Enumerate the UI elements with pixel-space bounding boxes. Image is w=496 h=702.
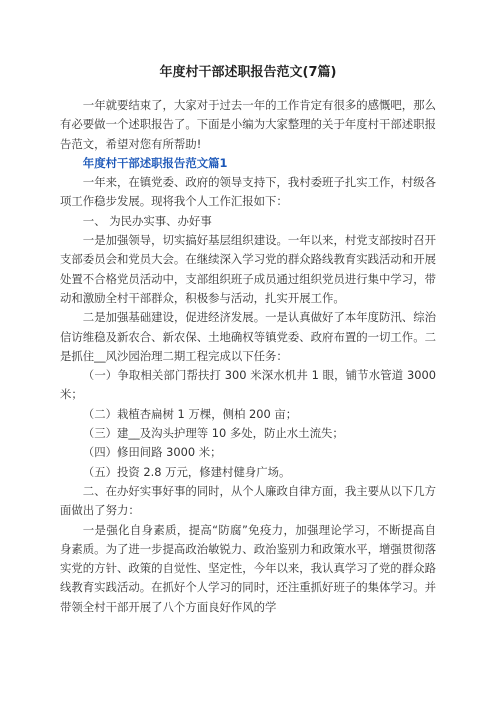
body-paragraph: 二是加强基础建设，促进经济发展。一是认真做好了本年度防汛、综治信访维稳及新农合、新农保、土地确权等镇党委、政府布置的一切工作。二是抓住__风沙园治理二期工程完成以下任务： [60,310,436,363]
body-paragraph: 一是加强领导，切实搞好基层组织建设。一年以来，村党支部按时召开支部委员会和党员大会。在继续深入学习党的群众路线教育实践活动和开展处置不合格党员活动中，支部组织班子成员通过组织党员进行集中学习，带动和激励全村干部群众，积极参与活动，扎实开展工作。 [60,233,436,305]
body-paragraph: 一是强化自身素质，提高“防腐”免疫力，加强理论学习，不断提高自身素质。为了进一步提高政治敏锐力、政治鉴别力和政策水平，增强贯彻落实党的方针、政策的自觉性、坚定性，今年以来，我认真学习了党的群众路线教育实践活动。在抓好个人学习的同时，还注重抓好班子的集体学习。并带领全村干部开展了八个方面良好作风的学 [60,522,436,614]
section-heading: 年度村干部述职报告范文篇1 [82,155,228,170]
intro-paragraph: 一年就要结束了，大家对于过去一年的工作肯定有很多的感慨吧，那么有必要做一个述职报告了。下面是小编为大家整理的关于年度村干部述职报告范文，希望对您有所帮助! [60,98,436,151]
body-paragraph: （四）修田间路 3000 米； [82,445,222,460]
body-paragraph: （一）争取相关部门帮扶打 300 米深水机井 1 眼，铺节水管道 3000 米； [60,368,436,402]
body-paragraph: （三）建__及沟头护理等 10 多处，防止水土流失； [82,426,344,441]
body-paragraph: 一年来，在镇党委、政府的领导支持下，我村委班子扎实工作，村级各项工作稳步发展。现将我个人工作汇报如下： [60,175,436,209]
body-paragraph: （二）栽植杏扁树 1 万棵，侧柏 200 亩； [82,406,298,421]
body-paragraph: （五）投资 2.8 万元，修建村健身广场。 [82,464,291,479]
body-paragraph: 一、 为民办实事、办好事 [82,213,212,228]
document-title: 年度村干部述职报告范文(7篇) [159,65,337,80]
body-paragraph: 二、在办好实事好事的同时，从个人廉政自律方面，我主要从以下几方面做出了努力： [60,483,436,518]
